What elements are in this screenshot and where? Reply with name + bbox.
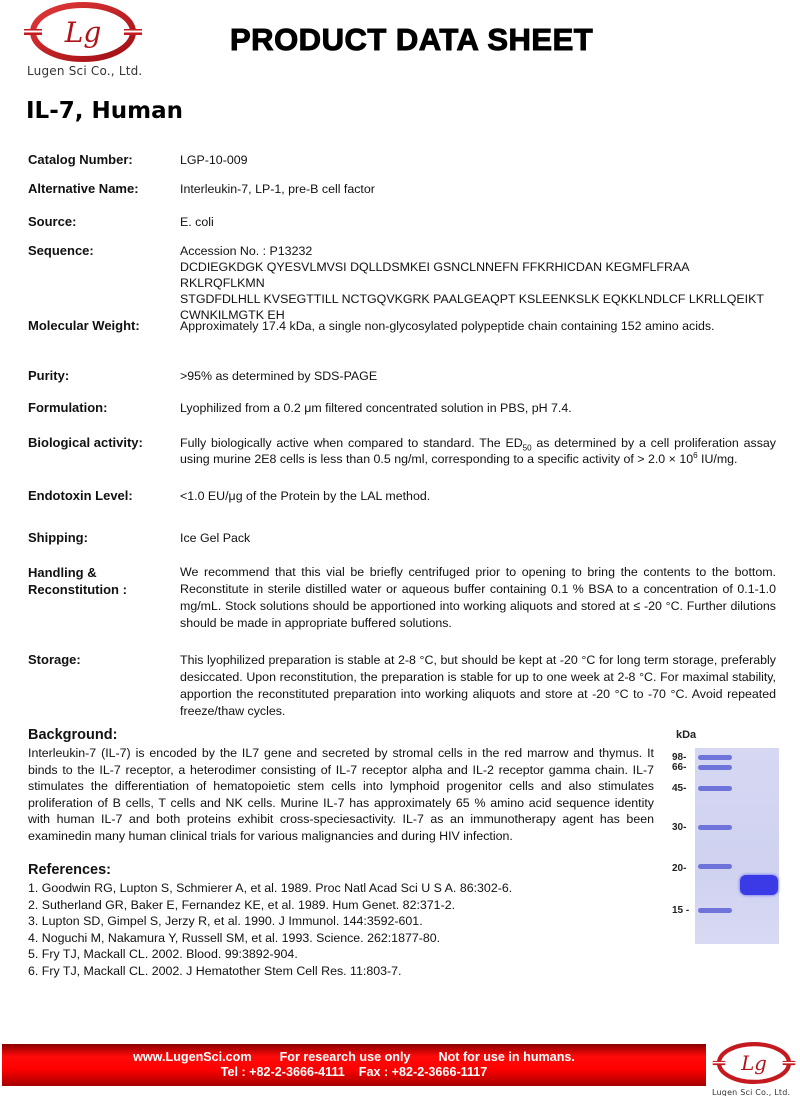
- formulation-value: Lyophilized from a 0.2 μm filtered concentrated solution in PBS, pH 7.4.: [180, 401, 572, 415]
- website-link[interactable]: www.LugenSci.com: [133, 1050, 252, 1064]
- alternative-name: Interleukin-7, LP-1, pre-B cell factor: [180, 182, 375, 196]
- spec-row-source: [28, 214, 776, 230]
- spec-label: Formulation:: [28, 400, 108, 415]
- ladder-band: [698, 765, 732, 770]
- handling-reconstitution: We recommend that this vial be briefly centrifuged prior to opening to bring the contents to the bottom. Reconstitute in sterile distilled water or aqueous buffer containing 0.1 % BSA to a concentration of 0.1-1.0 mg/mL. Stock solutions should be apportioned into working aliquots and stored at ≤ -20 °C. Further dilutions should be made in appropriate buffered solutions.: [180, 565, 776, 630]
- reference-item: 2. Sutherland GR, Baker E, Fernandez KE, et al. 1989. Hum Genet. 82:371-2.: [28, 897, 456, 912]
- sequence-value: [180, 243, 776, 323]
- gel-lane-area: [695, 748, 779, 944]
- research-only-notice: For research use only: [279, 1050, 411, 1064]
- footer-bar: [2, 1044, 706, 1086]
- spec-label: Source:: [28, 214, 77, 229]
- ladder-band: [698, 825, 732, 830]
- not-for-humans-notice: Not for use in humans.: [438, 1050, 575, 1064]
- molecular-weight: Approximately 17.4 kDa, a single non-glycosylated polypeptide chain containing 152 amino acids.: [180, 319, 715, 333]
- footer-line-1: [2, 1050, 706, 1065]
- footer-logo: [712, 1042, 798, 1096]
- spec-row-catalog: [28, 152, 776, 168]
- reference-item: 6. Fry TJ, Mackall CL. 2002. J Hematother Stem Cell Res. 11:803-7.: [28, 963, 402, 978]
- spec-row-sequence: [28, 243, 776, 323]
- catalog-number: LGP-10-009: [180, 153, 248, 167]
- spec-label: Storage:: [28, 652, 81, 667]
- spec-label: Endotoxin Level:: [28, 488, 133, 503]
- reference-item: 4. Noguchi M, Nakamura Y, Russell SM, et al. 1993. Science. 262:1877-80.: [28, 930, 441, 945]
- references-heading: References:: [28, 862, 112, 878]
- marker-label: 30-: [672, 822, 687, 833]
- spec-label: Handling & Reconstitution :: [28, 565, 127, 597]
- spec-row-shipping: [28, 530, 776, 546]
- logo-emblem-icon: [24, 2, 142, 62]
- spec-label: Sequence:: [28, 243, 94, 258]
- spec-row-formulation: [28, 400, 776, 416]
- ladder-band: [698, 864, 732, 869]
- logo-emblem-icon: [712, 1042, 796, 1084]
- spec-row-endotoxin: [28, 488, 776, 504]
- background-heading: Background:: [28, 727, 118, 743]
- source-value: E. coli: [180, 215, 214, 229]
- document-title: PRODUCT DATA SHEET: [230, 22, 594, 57]
- marker-label: 45-: [672, 783, 687, 794]
- sample-band: [740, 875, 778, 895]
- spec-row-handling: [28, 564, 776, 632]
- svg-text:Lg: Lg: [64, 16, 102, 49]
- gel-unit-label: kDa: [676, 729, 697, 741]
- references-list: [28, 880, 628, 979]
- spec-label: Molecular Weight:: [28, 318, 140, 333]
- fax-number: Fax : +82-2-3666-1117: [358, 1065, 488, 1079]
- product-name: IL-7, Human: [26, 98, 183, 124]
- footer-line-2: [2, 1065, 706, 1080]
- accession-number: Accession No. : P13232: [180, 244, 313, 258]
- reference-item: 3. Lupton SD, Gimpel S, Jerzy R, et al. 1990. J Immunol. 144:3592-601.: [28, 914, 423, 928]
- sequence-line: CWNKILMGTK EH: [180, 308, 285, 322]
- endotoxin-level: <1.0 EU/μg of the Protein by the LAL method.: [180, 489, 431, 503]
- background-text: Interleukin-7 (IL-7) is encoded by the IL7 gene and secreted by stromal cells in the red marrow and thymus. It binds to the IL-7 receptor, a heterodimer consisting of IL-7 receptor alpha and IL-2 receptor gamma chain. IL-7 stimulates the differentiation of hematopoietic stem cells into lymphoid progenitor cells and also stimulates proliferation of B cells, T cells and NK cells. Murine IL-7 has approximately 65 % amino acid sequence identity with human IL-7 and both proteins exhibit cross-speciesactivity. IL-7 as an immunotherapy agent has been examinedin many human clinical trials for various malignancies and during HIV infection.: [28, 746, 654, 843]
- spec-row-biological-activity: [28, 435, 776, 467]
- company-logo: [24, 2, 144, 78]
- company-name: Lugen Sci Co., Ltd.: [27, 64, 143, 78]
- phone-number: Tel : +82-2-3666-4111: [220, 1065, 345, 1079]
- storage-value: This lyophilized preparation is stable at 2-8 °C, but should be kept at -20 °C for long term storage, preferably desiccated. Upon reconstitution, the preparation is stable for up to one week at 2-8 °C. For maximal stability, apportion the reconstituted preparation into working aliquots and store at -20 °C to -70 °C. Avoid repeated freeze/thaw cycles.: [180, 653, 776, 718]
- reference-item: 1. Goodwin RG, Lupton S, Schmierer A, et al. 1989. Proc Natl Acad Sci U S A. 86:302-6.: [28, 881, 513, 895]
- spec-row-molecular-weight: [28, 318, 776, 334]
- marker-label: 98-: [672, 752, 687, 763]
- ladder-band: [698, 908, 732, 913]
- marker-label: 20-: [672, 863, 687, 874]
- spec-label: Biological activity:: [28, 435, 143, 450]
- shipping-value: Ice Gel Pack: [180, 531, 251, 545]
- reference-item: 5. Fry TJ, Mackall CL. 2002. Blood. 99:3892-904.: [28, 947, 298, 961]
- marker-label: 66-: [672, 762, 687, 773]
- spec-row-purity: [28, 368, 776, 384]
- svg-text:Lg: Lg: [741, 1052, 767, 1075]
- sequence-line: STGDFDLHLL KVSEGTTILL NCTGQVKGRK PAALGEAQPT KSLEENKSLK EQKKLNDLCF LKRLLQEIKT: [180, 292, 764, 306]
- spec-label: Shipping:: [28, 530, 88, 545]
- spec-label: Purity:: [28, 368, 70, 383]
- ladder-band: [698, 786, 732, 791]
- marker-label: 15 -: [672, 905, 690, 916]
- spec-row-storage: [28, 652, 776, 720]
- biological-activity: Fully biologically active when compared to standard. The $ED_{50}$ as determined by a cell proliferation assay using murine 2E8 cells is less than 0.5 ng/ml, corresponding to a specific activity of > $2.0 \times 10^6$ IU/mg.: [180, 436, 776, 466]
- footer-company-name: Lugen Sci Co., Ltd.: [712, 1088, 791, 1096]
- ladder-band: [698, 755, 732, 760]
- spec-label: Catalog Number:: [28, 152, 133, 167]
- spec-label: Alternative Name:: [28, 181, 139, 196]
- sds-page-gel-image: [668, 728, 788, 946]
- sequence-line: DCDIEGKDGK QYESVLMVSI DQLLDSMKEI GSNCLNNEFN FFKRHICDAN KEGMFLFRAA RKLRQFLKMN: [180, 260, 689, 290]
- purity-value: >95% as determined by SDS-PAGE: [180, 369, 378, 383]
- spec-row-alt-name: [28, 181, 776, 197]
